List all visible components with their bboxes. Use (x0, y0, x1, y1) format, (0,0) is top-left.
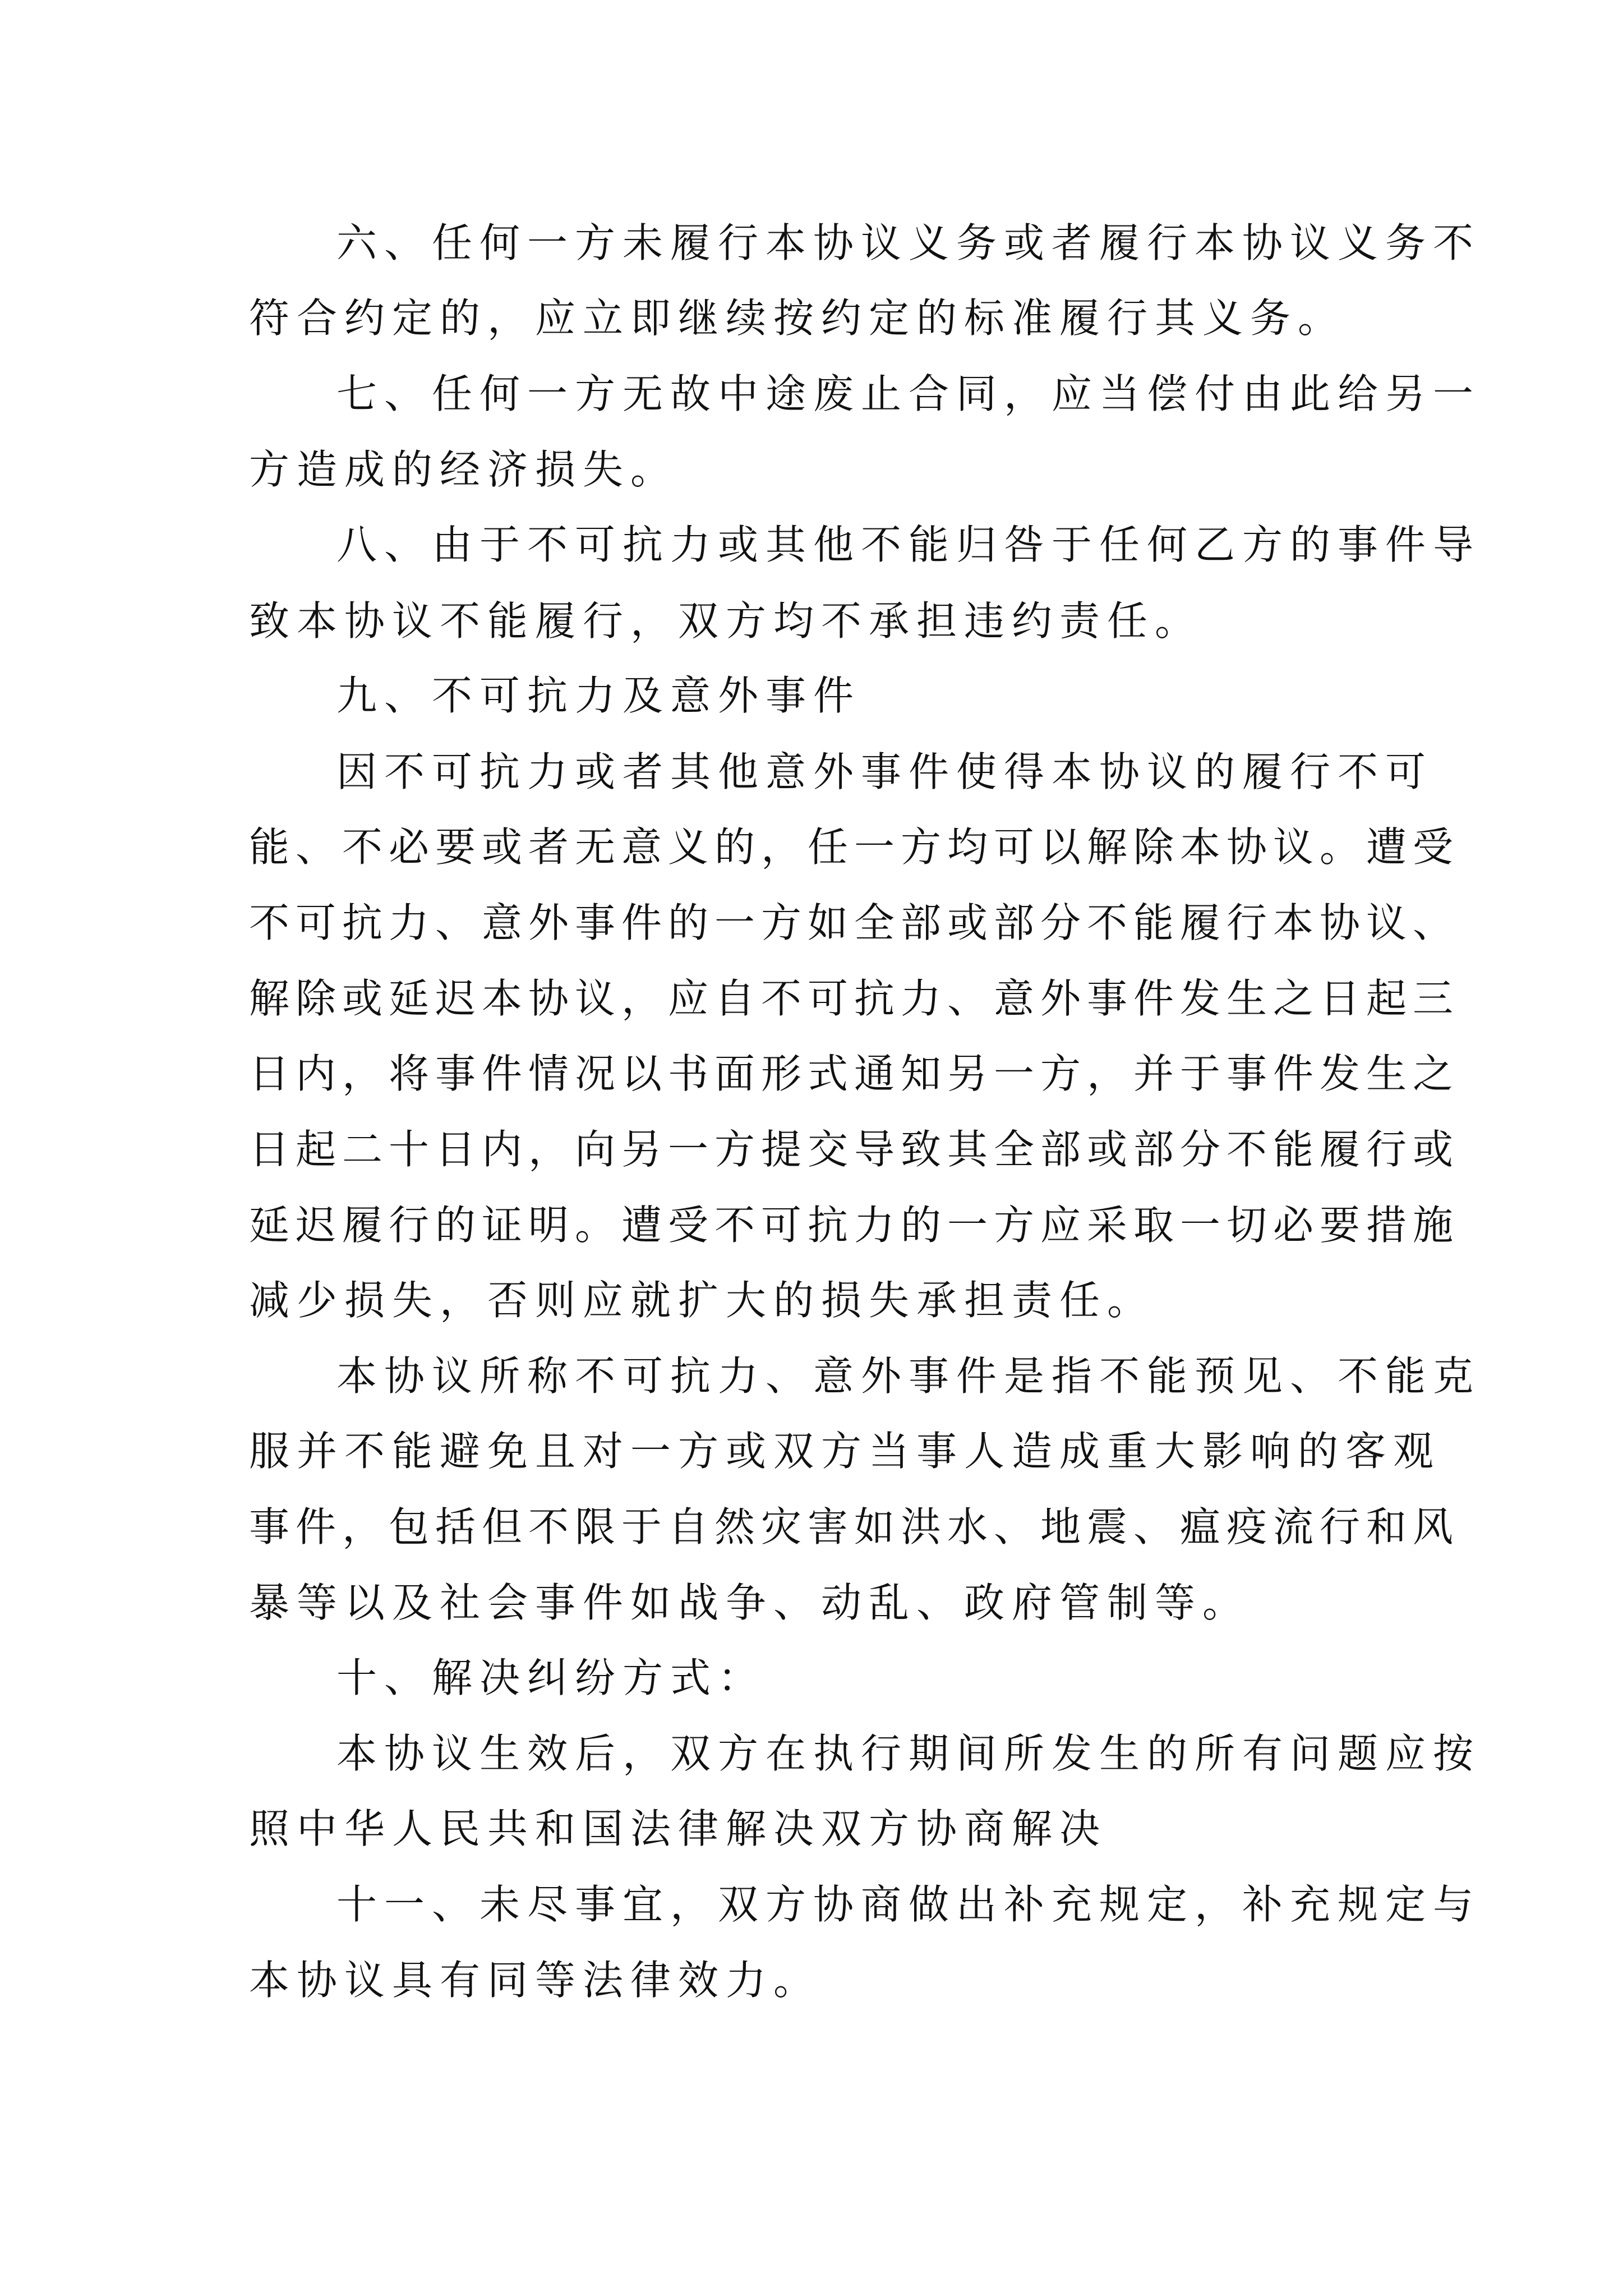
force-majeure-paragraph-line-3: 不可抗力、意外事件的一方如全部或部分不能履行本协议、 (249, 899, 1460, 946)
force-majeure-paragraph-line-5: 日内，将事件情况以书面形式通知另一方，并于事件发生之 (249, 1050, 1460, 1097)
definition-paragraph-line-4: 暴等以及社会事件如战争、动乱、政府管制等。 (249, 1579, 1251, 1626)
force-majeure-paragraph-line-7: 延迟履行的证明。遭受不可抗力的一方应采取一切必要措施 (249, 1202, 1460, 1249)
clause-8-line-2: 致本协议不能履行，双方均不承担违约责任。 (249, 597, 1203, 645)
definition-paragraph-line-1: 本协议所称不可抗力、意外事件是指不能预见、不能克 (336, 1352, 1481, 1400)
force-majeure-paragraph-line-1: 因不可抗力或者其他意外事件使得本协议的履行不可 (336, 748, 1433, 795)
clause-11-line-1: 十一、未尽事宜，双方协商做出补充规定，补充规定与 (336, 1881, 1481, 1928)
clause-6-line-1: 六、任何一方未履行本协议义务或者履行本协议义务不 (336, 219, 1481, 266)
dispute-paragraph-line-2: 照中华人民共和国法律解决双方协商解决 (249, 1805, 1108, 1852)
dispute-paragraph-line-1: 本协议生效后，双方在执行期间所发生的所有问题应按 (336, 1730, 1481, 1777)
force-majeure-paragraph-line-6: 日起二十日内，向另一方提交导致其全部或部分不能履行或 (249, 1126, 1460, 1173)
clause-11-line-2: 本协议具有同等法律效力。 (249, 1957, 822, 2004)
clause-7-line-2: 方造成的经济损失。 (249, 446, 679, 493)
definition-paragraph-line-3: 事件，包括但不限于自然灾害如洪水、地震、瘟疫流行和风 (249, 1503, 1460, 1550)
clause-6-line-2: 符合约定的，应立即继续按约定的标准履行其义务。 (249, 295, 1346, 342)
force-majeure-paragraph-line-4: 解除或延迟本协议，应自不可抗力、意外事件发生之日起三 (249, 975, 1460, 1022)
clause-10-heading: 十、解决纠纷方式： (336, 1654, 766, 1701)
definition-paragraph-line-2: 服并不能避免且对一方或双方当事人造成重大影响的客观 (249, 1428, 1441, 1475)
clause-8-line-1: 八、由于不可抗力或其他不能归咎于任何乙方的事件导 (336, 521, 1481, 568)
clause-7-line-1: 七、任何一方无故中途废止合同，应当偿付由此给另一 (336, 370, 1481, 417)
force-majeure-paragraph-line-8: 减少损失，否则应就扩大的损失承担责任。 (249, 1277, 1155, 1324)
clause-9-heading: 九、不可抗力及意外事件 (336, 672, 861, 719)
force-majeure-paragraph-line-2: 能、不必要或者无意义的，任一方均可以解除本协议。遭受 (249, 823, 1460, 871)
